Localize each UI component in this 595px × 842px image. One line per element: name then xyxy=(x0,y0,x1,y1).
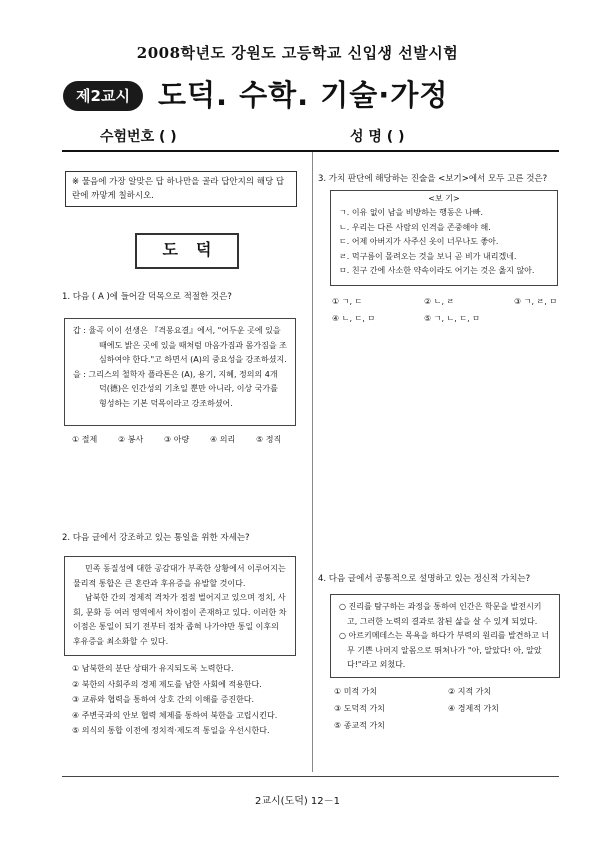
q4-passage-item-1: ○ 진리를 탐구하는 과정을 통하여 인간은 학문을 발전시키고, 그러한 노력의 결과로 참된 삶을 살 수 있게 되었다. xyxy=(339,602,542,626)
q4-passage xyxy=(330,594,560,678)
q2-choice-5[interactable]: ⑤ 의식의 통합 이전에 정치적·제도적 통일을 우선시한다. xyxy=(72,726,270,735)
session-badge: 제2교시 xyxy=(63,81,143,111)
q3-bogi-box xyxy=(330,190,558,286)
header-divider xyxy=(62,150,559,152)
q3-bogi-item-4: ㄹ. 먹구름이 몰려오는 것을 보니 곧 비가 내리겠네. xyxy=(339,251,517,261)
q3-bogi-item-3: ㄷ. 어제 아버지가 사주신 옷이 너무나도 좋아. xyxy=(339,237,499,246)
q2-stem: 2. 다음 글에서 강조하고 있는 통일을 위한 자세는? xyxy=(62,533,250,543)
instruction-notice: ※ 물음에 가장 알맞은 답 하나만을 골라 답안지의 해당 답란에 까맣게 칠하시오. xyxy=(65,171,297,207)
exam-title: 2008학년도 강원도 고등학교 신입생 선발시험 xyxy=(136,44,459,62)
q1-choice-3[interactable]: ③ 아량 xyxy=(164,435,190,444)
column-divider xyxy=(312,152,313,772)
q1-passage-eul: 을 : 그리스의 철학자 플라톤은 (A), 용기, 지혜, 정의의 4개 덕(德)은 인간성의 기초일 뿐만 아니라, 이상 국가를 형성하는 기본 덕목이라고 강조하셨어. xyxy=(73,369,278,408)
q3-stem: 3. 가치 판단에 해당하는 진술을 <보기>에서 모두 고른 것은? xyxy=(318,174,548,184)
q1-stem: 1. 다음 ( A )에 들어갈 덕목으로 적절한 것은? xyxy=(62,292,232,302)
q1-choice-1[interactable]: ① 절제 xyxy=(72,435,98,444)
name-field[interactable]: 성 명 ( ) xyxy=(350,129,405,145)
q3-bogi-title: <보 기> xyxy=(428,194,460,203)
section-title: 도덕 xyxy=(135,233,239,269)
q4-choice-5[interactable]: ⑤ 종교적 가치 xyxy=(334,721,385,730)
q4-stem: 4. 다음 글에서 공통적으로 설명하고 있는 정신적 가치는? xyxy=(318,574,531,584)
q4-choice-4[interactable]: ④ 경제적 가치 xyxy=(448,704,499,713)
exam-number-field[interactable]: 수험번호 ( ) xyxy=(100,129,177,145)
q3-choice-2[interactable]: ② ㄴ, ㄹ xyxy=(424,297,455,306)
q1-choice-2[interactable]: ② 봉사 xyxy=(118,435,144,444)
q2-choice-3[interactable]: ③ 교류와 협력을 통하여 상호 간의 이해를 증진한다. xyxy=(72,695,255,704)
q1-passage-gap: 갑 : 율곡 이이 선생은 『격몽요결』에서, "어두운 곳에 있을 때에도 밝은 곳에 있을 때처럼 마음가짐과 몸가짐을 조심하여야 한다."고 하면서 (A)의 중요성을 강조하셨지. xyxy=(73,326,287,364)
q1-passage xyxy=(64,318,296,426)
q1-choice-5[interactable]: ⑤ 정직 xyxy=(256,435,282,444)
q3-choice-3[interactable]: ③ ㄱ, ㄹ, ㅁ xyxy=(514,297,558,306)
q4-choice-2[interactable]: ② 지적 가치 xyxy=(448,687,492,696)
q2-passage-p2: 남북한 간의 경제적 격차가 점점 벌어지고 있으며 정치, 사회, 문화 등 여러 영역에서 차이점이 존재하고 있다. 이러한 차이점은 통일이 되기 전부터 점차 좁혀 나가야만 통일 이후의 후유증을 최소화할 수 있다. xyxy=(73,593,287,646)
q2-choice-1[interactable]: ① 남북한의 분단 상태가 유지되도록 노력한다. xyxy=(72,664,234,673)
q3-choice-4[interactable]: ④ ㄴ, ㄷ, ㅁ xyxy=(332,314,376,323)
q1-choice-4[interactable]: ④ 의리 xyxy=(210,435,236,444)
q3-choice-5[interactable]: ⑤ ㄱ, ㄴ, ㄷ, ㅁ xyxy=(424,314,480,323)
q4-choice-3[interactable]: ③ 도덕적 가치 xyxy=(334,704,385,713)
page-footer: 2교시(도덕) 12－1 xyxy=(254,796,341,807)
subject-title: 도덕. 수학. 기술·가정 xyxy=(158,78,449,112)
q4-passage-item-2: ○ 아르키메데스는 목욕을 하다가 부력의 원리를 발견하고 너무 기쁜 나머지 알몸으로 뛰쳐나가 "아, 알았다! 아, 알았다!"라고 외쳤다. xyxy=(339,631,550,669)
q4-choice-1[interactable]: ① 미적 가치 xyxy=(334,687,378,696)
q3-bogi-item-1: ㄱ. 이유 없이 남을 비방하는 행동은 나빠. xyxy=(339,208,483,217)
q3-bogi-item-5: ㅁ. 친구 간에 사소한 약속이라도 어기는 것은 옳지 않아. xyxy=(339,266,535,275)
q2-choice-2[interactable]: ② 북한의 사회주의 경제 제도를 남한 사회에 적용한다. xyxy=(72,679,262,689)
footer-divider xyxy=(62,776,559,777)
q3-bogi-item-2: ㄴ. 우리는 다른 사람의 인격을 존중해야 해. xyxy=(339,222,491,232)
q2-choices xyxy=(72,661,277,739)
q3-choice-1[interactable]: ① ㄱ, ㄷ xyxy=(332,297,363,306)
q2-passage xyxy=(64,556,296,656)
q2-choice-4[interactable]: ④ 주변국과의 안보 협력 체제를 통하여 북한을 고립시킨다. xyxy=(72,710,278,720)
q2-passage-p1: 민족 동질성에 대한 공감대가 부족한 상황에서 이루어지는 물리적 통합은 큰 혼란과 후유증을 유발할 것이다. xyxy=(73,564,286,588)
